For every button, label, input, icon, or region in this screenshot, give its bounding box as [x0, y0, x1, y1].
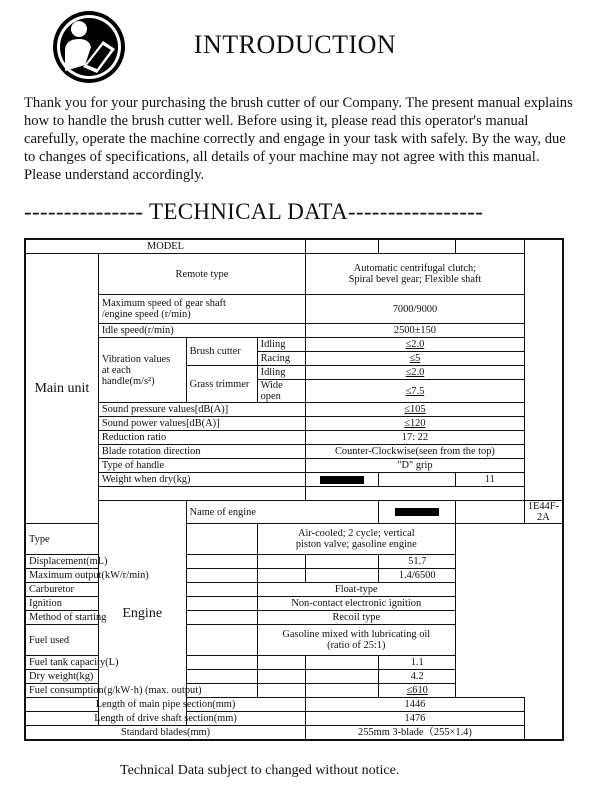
table-row: Ignition Non-contact electronic ignition: [25, 597, 563, 611]
table-row: Reduction ratio 17: 22: [25, 431, 563, 445]
table-row: Displacement(mL) 51.7: [25, 555, 563, 569]
table-row: Maximum output(kW/r/min) 1.4/6500: [25, 569, 563, 583]
model-label: MODEL: [25, 239, 306, 254]
table-row: Sound power values[dB(A)] ≤120: [25, 417, 563, 431]
table-row: Blade rotation direction Counter-Clockwise(seen from the top): [25, 445, 563, 459]
table-row: Sound pressure values[dB(A)] ≤105: [25, 403, 563, 417]
page-title: INTRODUCTION: [193, 30, 397, 59]
table-row: Fuel used Gasoline mixed with lubricating oil (ratio of 25:1): [25, 625, 563, 656]
table-row: Wide open ≤7.5: [25, 380, 563, 403]
table-row: Grass trimmer Idling ≤2.0: [25, 366, 563, 380]
intro-paragraph: Thank you for your purchasing the brush cutter of our Company. The present manual explains how to handle the brush cutter well. Before using it, please read this operator's manual carefully, operate the machine correctly and engage in your task with safely. By the way, due to changes of specifications, all details of your machine may not agree with this manual. Please understand accordingly.: [24, 95, 573, 183]
engine-label: Engine: [98, 501, 186, 726]
table-row: Idle speed(r/min) 2500±150: [25, 324, 563, 338]
table-row: Vibration values at each handle(m/s²) Brush cutter Idling ≤2.0: [25, 338, 563, 352]
table-row: Main unit Remote type Automatic centrifugal clutch; Spiral bevel gear; Flexible shaft: [25, 254, 563, 295]
table-row: Length of drive shaft section(mm) 1476: [25, 712, 563, 726]
table-row: Maximum speed of gear shaft /engine speed (r/min) 7000/9000: [25, 295, 563, 324]
table-row: [25, 239, 563, 254]
main-unit-label: Main unit: [25, 254, 98, 524]
table-row: Engine Name of engine 1E44F-2A: [25, 501, 563, 524]
table-row: Weight when dry(kg) 11: [25, 473, 563, 487]
table-row: Dry weight(kg) 4.2: [25, 670, 563, 684]
table-row: Fuel tank capacity(L) 1.1: [25, 656, 563, 670]
table-row: Racing ≤5: [25, 352, 563, 366]
redacted-block: [320, 476, 364, 484]
read-manual-icon: [51, 9, 127, 85]
technical-data-table: [24, 238, 564, 741]
redacted-block: [395, 508, 439, 516]
table-row: Type of handle "D" grip: [25, 459, 563, 473]
footer-note: Technical Data subject to changed without notice.: [120, 763, 400, 778]
table-row: Carburetor Float-type: [25, 583, 563, 597]
table-row: Standard blades(mm) 255mm 3-blade（255×1.4): [25, 726, 563, 741]
table-row: [25, 487, 563, 501]
table-row: Fuel consumption(g/kW·h) (max. output) ≤610: [25, 684, 563, 698]
table-row: Type Air-cooled; 2 cycle; vertical piston valve; gasoline engine: [25, 524, 563, 555]
technical-data-heading: --------------- TECHNICAL DATA-----------------: [24, 199, 484, 224]
table-row: Length of main pipe section(mm) 1446: [25, 698, 563, 712]
table-row: Method of starting Recoil type: [25, 611, 563, 625]
